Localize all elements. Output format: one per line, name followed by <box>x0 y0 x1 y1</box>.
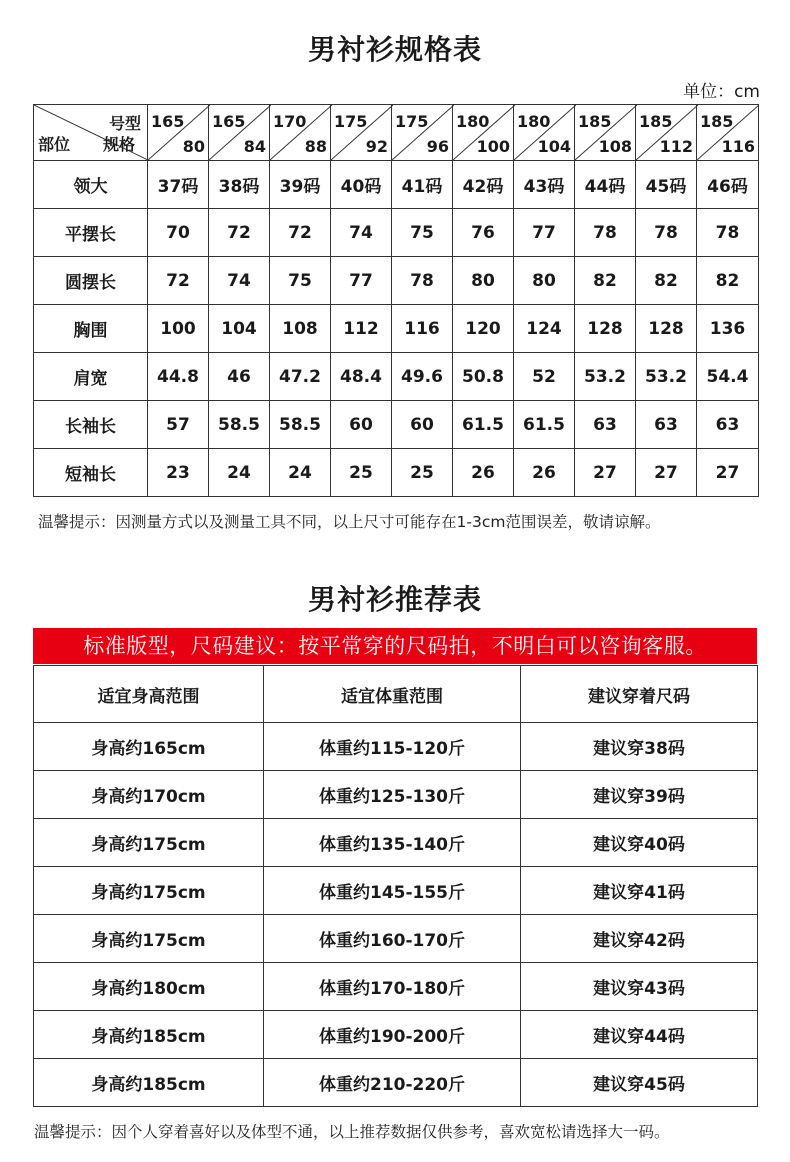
rec-note: 温馨提示：因个人穿着喜好以及体型不通，以上推荐数据仅供参考，喜欢宽松请选择大一码。 <box>34 1123 670 1141</box>
spec-cell: 57 <box>148 401 209 449</box>
spec-header-row <box>34 105 759 161</box>
spec-cell: 78 <box>575 209 636 257</box>
spec-cell: 116 <box>392 305 453 353</box>
rec-row <box>34 819 758 867</box>
size-height: 175 <box>395 112 429 131</box>
rec-cell: 体重约135-140斤 <box>264 819 521 867</box>
spec-cell: 52 <box>514 353 575 401</box>
spec-row <box>34 449 759 497</box>
size-chest: 96 <box>426 137 449 156</box>
spec-cell: 108 <box>270 305 331 353</box>
spec-cell: 48.4 <box>331 353 392 401</box>
spec-row <box>34 353 759 401</box>
size-height: 170 <box>273 112 307 131</box>
spec-cell: 75 <box>270 257 331 305</box>
spec-cell: 27 <box>697 449 759 497</box>
spec-cell: 25 <box>331 449 392 497</box>
rec-cell: 体重约115-120斤 <box>264 723 521 771</box>
spec-cell: 78 <box>636 209 697 257</box>
spec-row-label: 胸围 <box>34 305 148 353</box>
spec-cell: 43码 <box>514 161 575 209</box>
rec-row <box>34 723 758 771</box>
size-advice-banner: 标准版型，尺码建议：按平常穿的尺码拍，不明白可以咨询客服。 <box>33 628 757 664</box>
spec-cell: 44.8 <box>148 353 209 401</box>
spec-cell: 78 <box>392 257 453 305</box>
rec-cell: 建议穿44码 <box>521 1011 758 1059</box>
rec-header-cell: 适宜体重范围 <box>264 666 521 723</box>
spec-row <box>34 257 759 305</box>
spec-cell: 63 <box>636 401 697 449</box>
spec-cell: 63 <box>697 401 759 449</box>
spec-cell: 27 <box>575 449 636 497</box>
spec-cell: 42码 <box>453 161 514 209</box>
spec-row-label: 肩宽 <box>34 353 148 401</box>
spec-cell: 82 <box>697 257 759 305</box>
spec-cell: 26 <box>514 449 575 497</box>
size-chest: 100 <box>476 137 510 156</box>
spec-cell: 104 <box>209 305 270 353</box>
rec-header-row <box>34 666 758 723</box>
spec-cell: 136 <box>697 305 759 353</box>
rec-cell: 体重约190-200斤 <box>264 1011 521 1059</box>
spec-cell: 78 <box>697 209 759 257</box>
size-header-cell <box>392 105 453 161</box>
spec-cell: 82 <box>575 257 636 305</box>
spec-cell: 128 <box>636 305 697 353</box>
spec-row-label: 领大 <box>34 161 148 209</box>
spec-cell: 75 <box>392 209 453 257</box>
spec-cell: 53.2 <box>636 353 697 401</box>
spec-cell: 80 <box>453 257 514 305</box>
size-chest: 80 <box>182 137 205 156</box>
size-height: 180 <box>456 112 490 131</box>
spec-cell: 124 <box>514 305 575 353</box>
size-header-cell <box>453 105 514 161</box>
rec-cell: 体重约145-155斤 <box>264 867 521 915</box>
spec-cell: 58.5 <box>270 401 331 449</box>
spec-cell: 72 <box>148 257 209 305</box>
rec-row <box>34 771 758 819</box>
spec-cell: 24 <box>209 449 270 497</box>
size-header-cell <box>148 105 209 161</box>
size-chest: 108 <box>598 137 632 156</box>
rec-cell: 身高约170cm <box>34 771 264 819</box>
spec-row-label: 短袖长 <box>34 449 148 497</box>
size-chest: 104 <box>537 137 571 156</box>
spec-table-title: 男衬衫规格表 <box>307 33 482 66</box>
spec-cell: 76 <box>453 209 514 257</box>
rec-cell: 建议穿41码 <box>521 867 758 915</box>
spec-cell: 23 <box>148 449 209 497</box>
spec-cell: 80 <box>514 257 575 305</box>
rec-header-cell: 适宜身高范围 <box>34 666 264 723</box>
spec-cell: 26 <box>453 449 514 497</box>
rec-cell: 身高约175cm <box>34 915 264 963</box>
spec-cell: 112 <box>331 305 392 353</box>
recommend-table <box>33 665 758 1107</box>
rec-cell: 体重约125-130斤 <box>264 771 521 819</box>
rec-cell: 身高约185cm <box>34 1059 264 1107</box>
spec-cell: 38码 <box>209 161 270 209</box>
spec-table <box>33 104 759 497</box>
rec-row <box>34 915 758 963</box>
spec-row-label: 圆摆长 <box>34 257 148 305</box>
spec-row <box>34 161 759 209</box>
spec-cell: 63 <box>575 401 636 449</box>
spec-cell: 47.2 <box>270 353 331 401</box>
spec-cell: 53.2 <box>575 353 636 401</box>
part-label: 部位 <box>38 135 71 154</box>
rec-cell: 建议穿38码 <box>521 723 758 771</box>
rec-row <box>34 867 758 915</box>
spec-cell: 41码 <box>392 161 453 209</box>
spec-cell: 27 <box>636 449 697 497</box>
size-header-cell <box>209 105 270 161</box>
spec-cell: 74 <box>331 209 392 257</box>
size-height: 165 <box>151 112 185 131</box>
size-label: 规格 <box>102 135 135 154</box>
size-chest: 84 <box>243 137 266 156</box>
rec-cell: 身高约175cm <box>34 819 264 867</box>
spec-cell: 46码 <box>697 161 759 209</box>
rec-header-cell: 建议穿着尺码 <box>521 666 758 723</box>
size-header-cell <box>697 105 759 161</box>
rec-cell: 身高约185cm <box>34 1011 264 1059</box>
rec-cell: 建议穿42码 <box>521 915 758 963</box>
rec-row <box>34 1011 758 1059</box>
spec-cell: 60 <box>392 401 453 449</box>
rec-table-title: 男衬衫推荐表 <box>307 583 482 616</box>
rec-cell: 建议穿39码 <box>521 771 758 819</box>
rec-row <box>34 1059 758 1107</box>
spec-cell: 44码 <box>575 161 636 209</box>
spec-cell: 49.6 <box>392 353 453 401</box>
spec-cell: 61.5 <box>514 401 575 449</box>
spec-row <box>34 305 759 353</box>
spec-cell: 50.8 <box>453 353 514 401</box>
spec-cell: 72 <box>209 209 270 257</box>
rec-cell: 身高约165cm <box>34 723 264 771</box>
spec-row <box>34 401 759 449</box>
spec-cell: 128 <box>575 305 636 353</box>
spec-row <box>34 209 759 257</box>
spec-cell: 72 <box>270 209 331 257</box>
size-chest: 88 <box>304 137 327 156</box>
size-chest: 112 <box>659 137 693 156</box>
spec-note: 温馨提示：因测量方式以及测量工具不同，以上尺寸可能存在1-3cm范围误差，敬请谅解。 <box>38 513 661 531</box>
spec-cell: 39码 <box>270 161 331 209</box>
rec-cell: 身高约180cm <box>34 963 264 1011</box>
spec-cell: 77 <box>514 209 575 257</box>
spec-cell: 54.4 <box>697 353 759 401</box>
spec-cell: 40码 <box>331 161 392 209</box>
size-chest: 92 <box>365 137 388 156</box>
rec-cell: 建议穿43码 <box>521 963 758 1011</box>
spec-cell: 46 <box>209 353 270 401</box>
spec-cell: 25 <box>392 449 453 497</box>
size-header-cell <box>636 105 697 161</box>
spec-corner-cell <box>34 105 148 161</box>
spec-cell: 74 <box>209 257 270 305</box>
size-height: 180 <box>517 112 551 131</box>
size-header-cell <box>270 105 331 161</box>
type-label: 号型 <box>108 114 141 133</box>
unit-label: 单位：cm <box>683 82 760 102</box>
spec-cell: 58.5 <box>209 401 270 449</box>
rec-cell: 身高约175cm <box>34 867 264 915</box>
spec-cell: 37码 <box>148 161 209 209</box>
rec-cell: 建议穿40码 <box>521 819 758 867</box>
size-height: 185 <box>700 112 734 131</box>
spec-cell: 61.5 <box>453 401 514 449</box>
spec-cell: 70 <box>148 209 209 257</box>
size-chest: 116 <box>721 137 755 156</box>
spec-cell: 45码 <box>636 161 697 209</box>
spec-row-label: 长袖长 <box>34 401 148 449</box>
size-header-cell <box>331 105 392 161</box>
size-header-cell <box>575 105 636 161</box>
spec-cell: 77 <box>331 257 392 305</box>
rec-cell: 体重约210-220斤 <box>264 1059 521 1107</box>
rec-cell: 体重约170-180斤 <box>264 963 521 1011</box>
rec-cell: 建议穿45码 <box>521 1059 758 1107</box>
size-height: 165 <box>212 112 246 131</box>
rec-row <box>34 963 758 1011</box>
size-height: 185 <box>578 112 612 131</box>
spec-cell: 60 <box>331 401 392 449</box>
spec-row-label: 平摆长 <box>34 209 148 257</box>
spec-cell: 120 <box>453 305 514 353</box>
spec-cell: 100 <box>148 305 209 353</box>
size-header-cell <box>514 105 575 161</box>
size-height: 175 <box>334 112 368 131</box>
spec-cell: 24 <box>270 449 331 497</box>
rec-cell: 体重约160-170斤 <box>264 915 521 963</box>
spec-cell: 82 <box>636 257 697 305</box>
size-height: 185 <box>639 112 673 131</box>
